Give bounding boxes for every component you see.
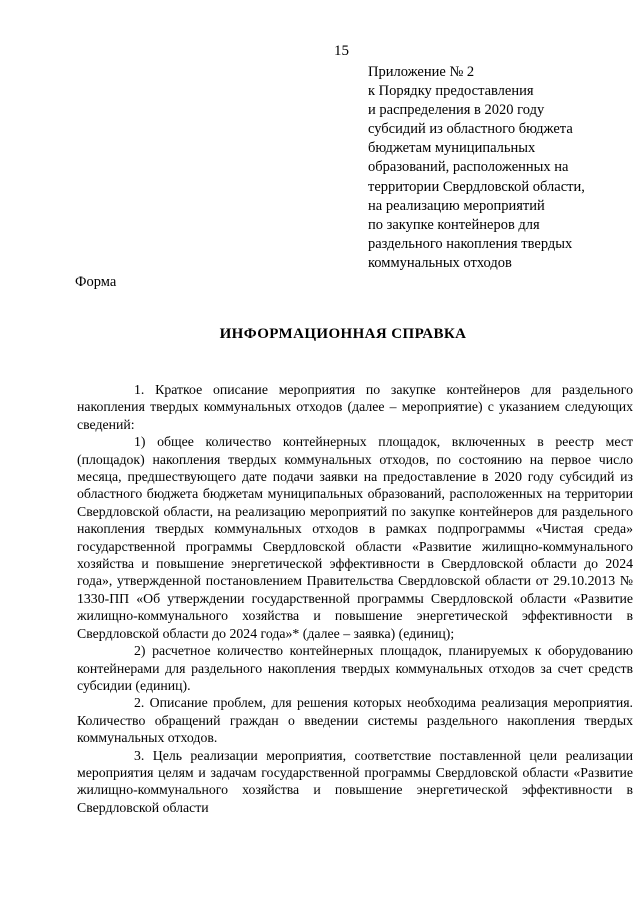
annex-line: по закупке контейнеров для xyxy=(368,216,540,233)
annex-line: и распределения в 2020 году xyxy=(368,102,545,119)
body-paragraph: 2. Описание проблем, для решения которых необходима реализация мероприятия. Количество обращений граждан о введении системы раздельного накопления твердых коммунальных отходов. xyxy=(77,695,633,746)
body-paragraph: 1) общее количество контейнерных площадок, включенных в реестр мест (площадок) накопления твердых коммунальных отходов, по состоянию на первое число месяца, предшествующего дате подачи заявки на предоставление в 2020 году субсидий из областного бюджета бюджетам муниципальных образований, расположенных на территории Свердловской области, на реализацию мероприятий по закупке контейнеров для раздельного накопления твердых коммунальных отходов в рамках подпрограммы «Чистая среда» государственной программы Свердловской области «Развитие жилищно-коммунального хозяйства и повышение энергетической эффективности в Свердловской области до 2024 года», утвержденной постановлением Правительства Свердловской области от 29.10.2013 № 1330-ПП «Об утверждении государственной программы Свердловской области «Развитие жилищно-коммунального хозяйства и повышение энергетической эффективности в Свердловской области до 2024 года»* (далее – заявка) (единиц); xyxy=(77,434,633,641)
annex-line: коммунальных отходов xyxy=(368,254,512,271)
form-label: Форма xyxy=(75,274,117,290)
annex-line: территории Свердловской области, xyxy=(368,178,585,195)
body-paragraph: 2) расчетное количество контейнерных площадок, планируемых к оборудованию контейнерами для раздельного накопления твердых коммунальных отходов за счет средств субсидии (единиц). xyxy=(77,643,633,693)
document-title: ИНФОРМАЦИОННАЯ СПРАВКА xyxy=(219,326,467,342)
annex-line: раздельного накопления твердых xyxy=(368,235,573,252)
annex-line: на реализацию мероприятий xyxy=(368,197,545,214)
annex-line: Приложение № 2 xyxy=(368,64,475,80)
page-number: 15 xyxy=(334,43,349,59)
annex-line: образований, расположенных на xyxy=(368,159,569,176)
annex-line: субсидий из областного бюджета xyxy=(368,121,573,138)
annex-reference-block xyxy=(368,63,608,273)
body-paragraph: 3. Цель реализации мероприятия, соответствие поставленной цели реализации мероприятия целям и задачам государственной программы Свердловской области «Развитие жилищно-коммунального хозяйства и повышение энергетической эффективности в Свердловской области xyxy=(77,747,633,815)
document-body xyxy=(77,381,633,816)
body-paragraph: 1. Краткое описание мероприятия по закупке контейнеров для раздельного накопления твердых коммунальных отходов (далее – мероприятие) с указанием следующих сведений: xyxy=(77,382,633,432)
annex-line: к Порядку предоставления xyxy=(368,83,534,100)
annex-line: бюджетам муниципальных xyxy=(368,140,536,157)
